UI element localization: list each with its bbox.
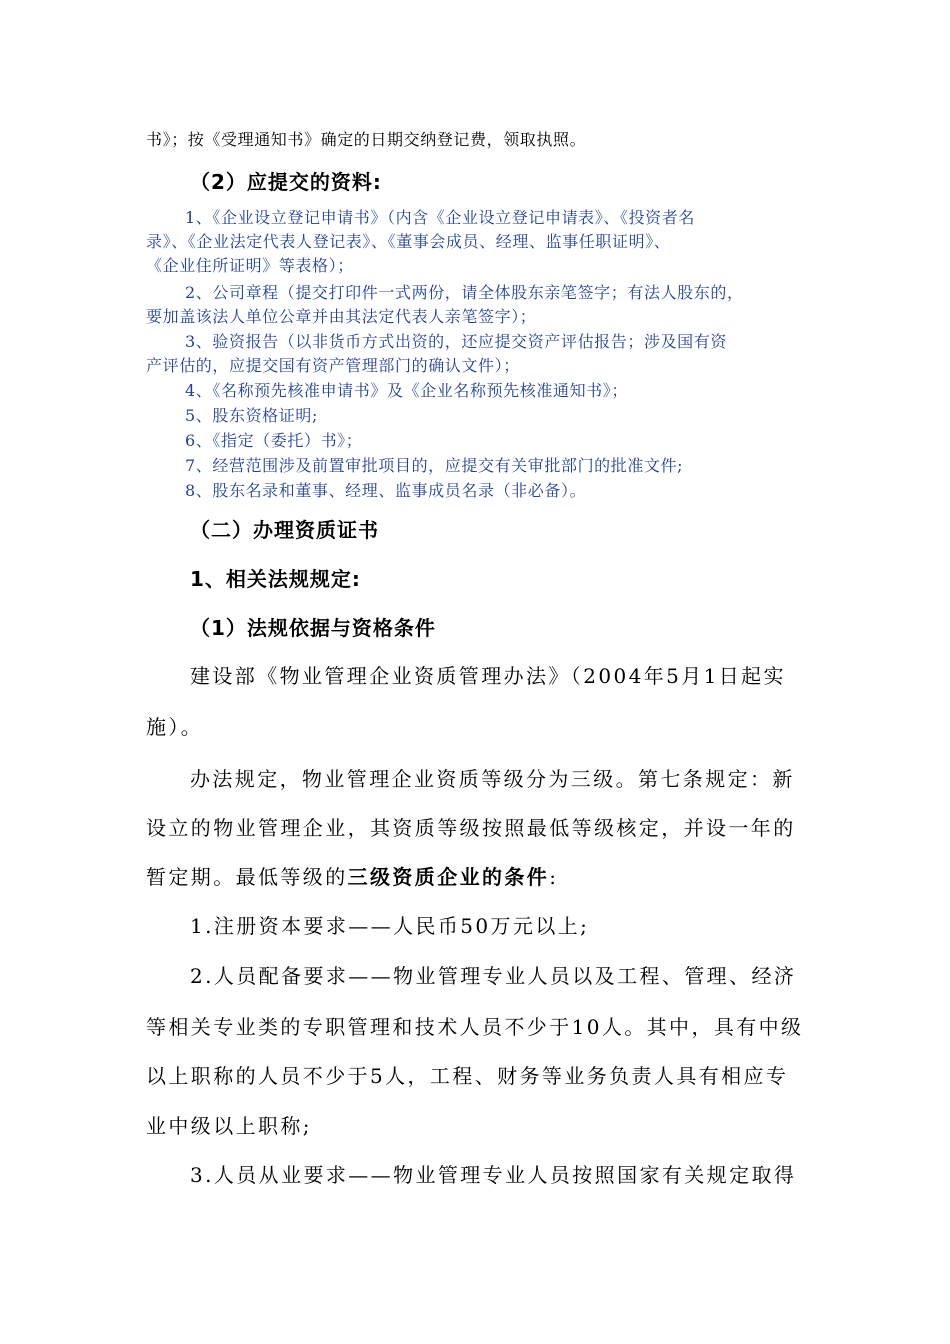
emphasis-text: 三级资质企业的条件 [347, 865, 550, 889]
heading-basis: （1）法规依据与资格条件 [190, 616, 436, 640]
body-line: 2.人员配备要求——物业管理专业人员以及工程、管理、经济 [190, 964, 797, 988]
heading-materials: （2）应提交的资料: [190, 170, 382, 194]
materials-line: 产评估的，应提交国有资产管理部门的确认文件）； [146, 356, 520, 375]
body-line: 业中级以上职称; [146, 1114, 312, 1138]
materials-line: 3、验资报告（以非货币方式出资的，还应提交资产评估报告；涉及国有资 [185, 332, 727, 351]
materials-line: 《企业住所证明》等表格）； [146, 256, 354, 275]
body-text: : [549, 865, 559, 889]
materials-line: 要加盖该法人单位公章并由其法定代表人亲笔签字）； [146, 307, 537, 326]
heading-section-2: （二）办理资质证书 [190, 518, 379, 542]
intro-line: 书》；按《受理通知书》确定的日期交纳登记费，领取执照。 [146, 130, 587, 149]
materials-line: 2、公司章程（提交打印件一式两份，请全体股东亲笔签字；有法人股东的， [185, 283, 744, 302]
body-line: 1.注册资本要求——人民币50万元以上; [190, 914, 590, 938]
materials-line: 8、股东名录和董事、经理、监事成员名录（非必备）。 [185, 481, 587, 500]
body-line: 以上职称的人员不少于5人，工程、财务等业务负责人具有相应专 [146, 1064, 789, 1088]
body-line: 3.人员从业要求——物业管理专业人员按照国家有关规定取得 [190, 1163, 797, 1187]
body-line: 建设部《物业管理企业资质管理办法》（2004年5月1日起实 [190, 664, 786, 688]
body-text: 暂定期。最低等级的 [146, 865, 348, 889]
body-line: 设立的物业管理企业，其资质等级按照最低等级核定，并设一年的 [146, 816, 796, 840]
body-line: 施）。 [146, 715, 204, 739]
body-line: 办法规定，物业管理企业资质等级分为三级。第七条规定：新 [190, 767, 795, 791]
materials-line: 1、《企业设立登记申请书》（内含《企业设立登记申请表》、《投资者名 [185, 208, 695, 227]
materials-line: 6、《指定（委托）书》； [185, 431, 363, 450]
heading-regulations: 1、相关法规规定: [190, 567, 361, 591]
materials-line: 7、经营范围涉及前置审批项目的，应提交有关审批部门的批准文件; [185, 456, 684, 475]
materials-line: 录》、《企业法定代表人登记表》、《董事会成员、经理、监事任职证明》、 [146, 232, 671, 251]
materials-line: 5、股东资格证明; [185, 406, 318, 425]
body-line: 等相关专业类的专职管理和技术人员不少于10人。其中，具有中级 [146, 1015, 804, 1039]
materials-line: 4、《名称预先核准申请书》及《企业名称预先核准通知书》； [185, 381, 628, 400]
body-line [146, 861, 558, 890]
